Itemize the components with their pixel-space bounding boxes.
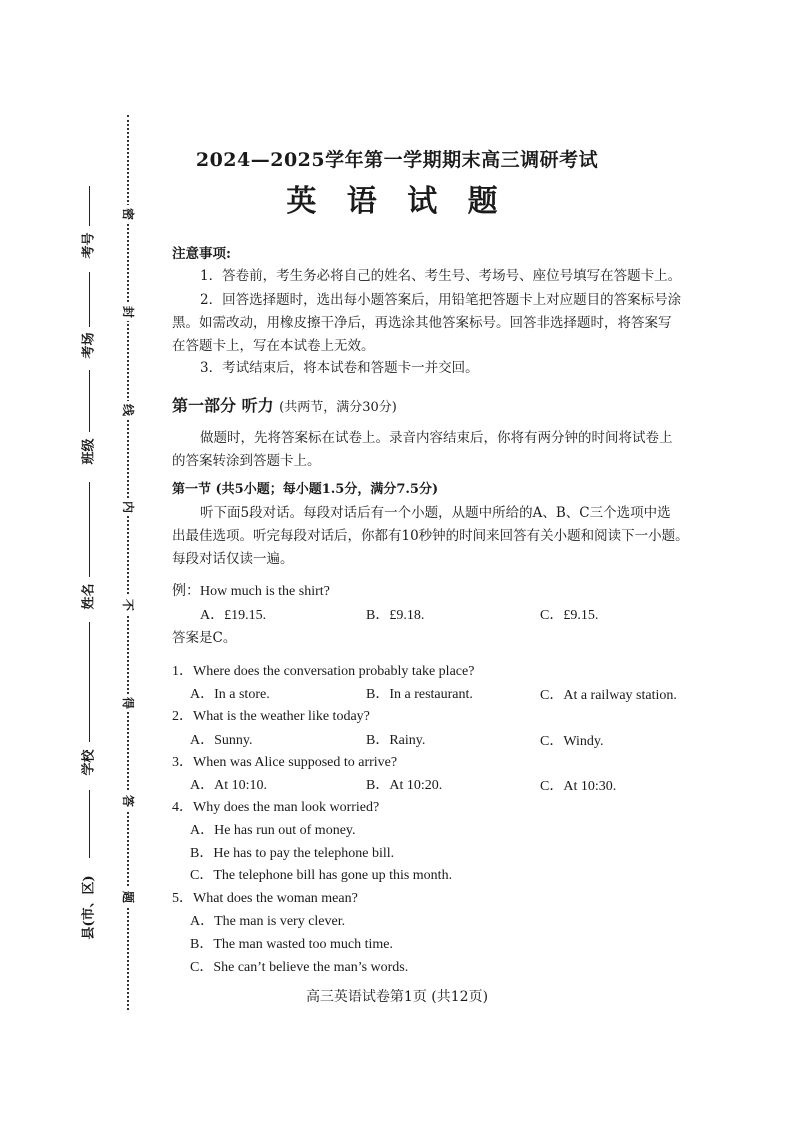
- q3-stem: 3．When was Alice supposed to arrive?: [172, 755, 398, 770]
- section1-line-2: 出最佳选项。听完每段对话后，你都有10秒钟的时间来回答有关小题和阅读下一小题。: [172, 528, 689, 544]
- seal-char-xian: 线: [121, 401, 135, 419]
- seal-char-mi: 密: [121, 205, 135, 223]
- exam-subtitle: 英 语 试 题: [286, 184, 508, 219]
- q5-option-b[interactable]: B．The man wasted too much time.: [190, 937, 393, 952]
- field-label-name: 姓名: [81, 583, 97, 610]
- q2-option-a[interactable]: A．Sunny.: [190, 733, 253, 748]
- q5-option-c[interactable]: C．She can’t believe the man’s words.: [190, 960, 409, 975]
- example-option-c: C．£9.15.: [540, 608, 599, 623]
- seal-char-ti: 题: [121, 888, 135, 906]
- seal-char-da: 答: [121, 792, 135, 810]
- binding-dotted-line: [127, 115, 129, 1010]
- page-footer: 高三英语试卷第1页 (共12页): [305, 989, 489, 1005]
- q2-stem: 2．What is the weather like today?: [172, 709, 370, 724]
- field-blank-class[interactable]: [89, 370, 90, 432]
- q5-option-a[interactable]: A．The man is very clever.: [190, 914, 346, 929]
- example-question: 例：How much is the shirt?: [172, 584, 330, 599]
- q2-option-c[interactable]: C．Windy.: [540, 734, 604, 749]
- part1-intro-line-2: 的答案转涂到答题卡上。: [172, 453, 321, 469]
- q4-option-c[interactable]: C．The telephone bill has gone up this month.: [190, 868, 453, 883]
- field-blank-name[interactable]: [89, 482, 90, 577]
- field-label-exam-room: 考场: [81, 332, 97, 359]
- q1-option-c[interactable]: C．At a railway station.: [540, 688, 677, 703]
- notice-item-2-line-1: 2．回答选择题时，选出每小题答案后，用铅笔把答题卡上对应题目的答案标号涂: [200, 292, 682, 308]
- section1-line-3: 每段对话仅读一遍。: [172, 551, 294, 567]
- part1-title-note: (共两节，满分30分): [279, 400, 397, 415]
- notice-heading: 注意事项:: [172, 246, 231, 262]
- field-blank-exam-room[interactable]: [89, 272, 90, 327]
- field-label-class: 班级: [81, 438, 97, 465]
- seal-char-feng: 封: [121, 303, 135, 321]
- q3-option-c[interactable]: C．At 10:30.: [540, 779, 617, 794]
- exam-title: 2024—2025学年第一学期期末高三调研考试: [195, 149, 599, 171]
- field-blank-county[interactable]: [89, 790, 90, 858]
- seal-char-nei: 内: [121, 498, 135, 516]
- q1-option-a[interactable]: A．In a store.: [190, 687, 270, 702]
- notice-item-2-line-2: 黑。如需改动，用橡皮擦干净后，再选涂其他答案标号。回答非选择题时，将答案写: [172, 315, 672, 331]
- example-option-b: B．£9.18.: [366, 608, 425, 623]
- part1-intro-line-1: 做题时，先将答案标在试卷上。录音内容结束后，你将有两分钟的时间将试卷上: [200, 430, 673, 446]
- example-answer: 答案是C。: [172, 630, 237, 646]
- section1-title: 第一节 (共5小题；每小题1.5分，满分7.5分): [172, 482, 439, 497]
- q4-stem: 4．Why does the man look worried?: [172, 800, 380, 815]
- q2-option-b[interactable]: B．Rainy.: [366, 733, 426, 748]
- seal-char-bu: 不: [121, 596, 135, 614]
- notice-item-2-line-3: 在答题卡上，写在本试卷上无效。: [172, 338, 375, 354]
- field-label-school: 学校: [81, 749, 97, 776]
- q1-stem: 1．Where does the conversation probably take place?: [172, 664, 475, 679]
- q4-option-b[interactable]: B．He has to pay the telephone bill.: [190, 846, 395, 861]
- part1-title-text: 第一部分 听力: [172, 396, 274, 415]
- example-option-a: A．£19.15.: [200, 608, 267, 623]
- section1-line-1: 听下面5段对话。每段对话后有一个小题，从题中所给的A、B、C三个选项中选: [200, 505, 671, 521]
- q3-option-b[interactable]: B．At 10:20.: [366, 778, 443, 793]
- q4-option-a[interactable]: A．He has run out of money.: [190, 823, 356, 838]
- q5-stem: 5．What does the woman mean?: [172, 891, 358, 906]
- notice-item-1: 1．答卷前，考生务必将自己的姓名、考生号、考场号、座位号填写在答题卡上。: [200, 268, 682, 284]
- field-blank-school[interactable]: [89, 622, 90, 742]
- notice-item-3: 3．考试结束后，将本试卷和答题卡一并交回。: [200, 360, 479, 376]
- seal-char-de: 得: [121, 694, 135, 712]
- q1-option-b[interactable]: B．In a restaurant.: [366, 687, 473, 702]
- field-label-exam-number: 考号: [81, 232, 97, 259]
- q3-option-a[interactable]: A．At 10:10.: [190, 778, 267, 793]
- part1-title: [172, 396, 397, 418]
- field-label-county: 县(市、区): [81, 875, 97, 940]
